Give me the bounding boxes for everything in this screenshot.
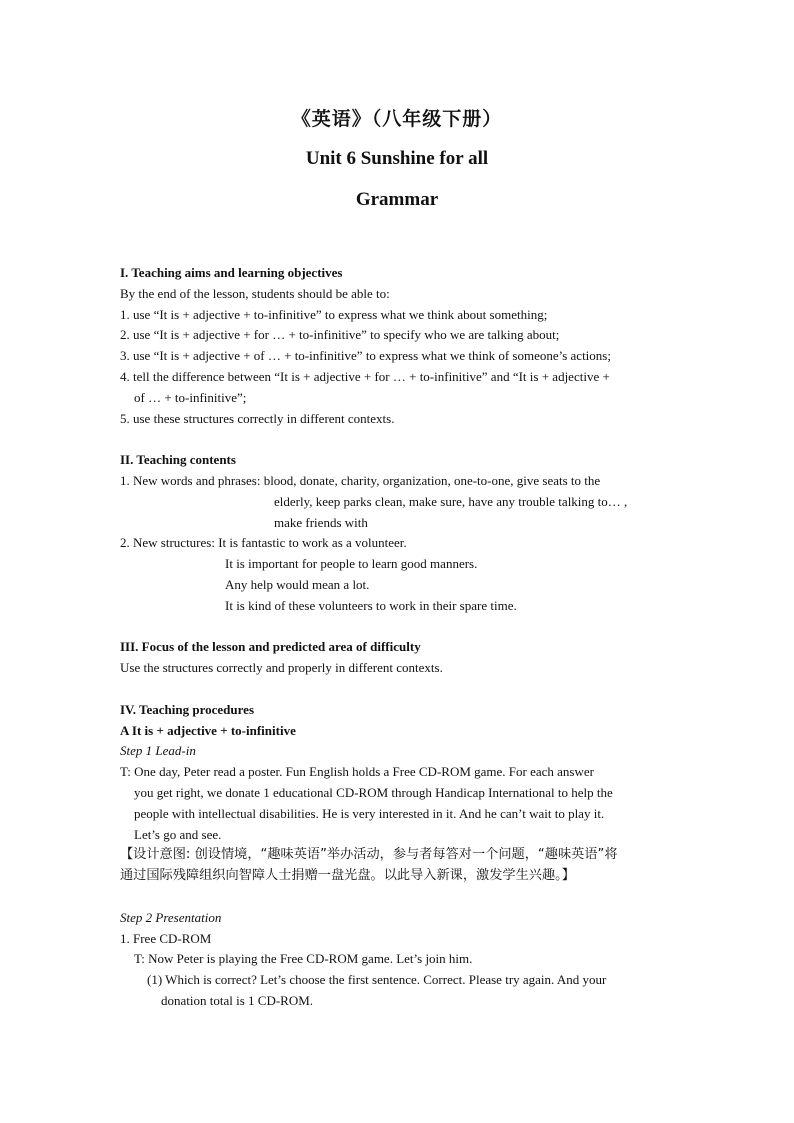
step-2-line-1: 1. Free CD-ROM [120, 930, 212, 946]
design-intent-line-2: 通过国际残障组织向智障人士捐赠一盘光盘。以此导入新课，激发学生兴趣。】 [120, 868, 575, 884]
step-1-line-2: you get right, we donate 1 educational CD-ROM through Handicap International to help the [134, 784, 613, 800]
document-title: 《英语》（八年级下册） [291, 108, 503, 130]
unit-title: Unit 6 Sunshine for all [305, 148, 489, 169]
step-2-line-4: donation total is 1 CD-ROM. [161, 992, 314, 1008]
aims-intro: By the end of the lesson, students should be able to: [120, 285, 390, 301]
step-1-line-4: Let’s go and see. [134, 826, 222, 842]
aim-item-2: 2. use “It is + adjective + for … + to-infinitive” to specify who we are talking about; [120, 327, 560, 343]
aim-item-4-cont: of … + to-infinitive”; [134, 389, 247, 405]
aim-item-5: 5. use these structures correctly in different contexts. [120, 410, 395, 426]
new-words-line-1: 1. New words and phrases: blood, donate, charity, organization, one-to-one, give seats to the [120, 472, 601, 488]
procedure-part-a: A It is + adjective + to-infinitive [120, 722, 296, 738]
section-heading-focus: III. Focus of the lesson and predicted area of difficulty [120, 639, 421, 655]
lesson-plan-body [120, 263, 680, 1012]
section-heading-contents: II. Teaching contents [120, 452, 236, 468]
new-words-line-3: make friends with [274, 514, 368, 530]
step-2-heading: Step 2 Presentation [120, 909, 222, 925]
new-structure-1: 2. New structures: It is fantastic to work as a volunteer. [120, 535, 407, 551]
lesson-topic: Grammar [355, 189, 439, 210]
step-1-line-1: T: One day, Peter read a poster. Fun English holds a Free CD-ROM game. For each answer [120, 764, 594, 780]
section-heading-aims: I. Teaching aims and learning objectives [120, 265, 343, 280]
section-heading-procedures: IV. Teaching procedures [120, 701, 255, 717]
focus-text: Use the structures correctly and properly in different contexts. [120, 660, 443, 676]
new-structure-2: It is important for people to learn good manners. [225, 556, 478, 572]
aim-item-3: 3. use “It is + adjective + of … + to-infinitive” to express what we think of someone’s actions; [120, 348, 611, 364]
step-1-heading: Step 1 Lead-in [120, 743, 196, 759]
design-intent-line-1: 【设计意图: 创设情境，“趣味英语”举办活动，参与者每答对一个问题，“趣味英语”将 [120, 847, 618, 863]
step-2-line-2: T: Now Peter is playing the Free CD-ROM game. Let’s join him. [134, 951, 473, 967]
step-2-line-3: (1) Which is correct? Let’s choose the first sentence. Correct. Please try again. And your [147, 972, 607, 988]
step-1-line-3: people with intellectual disabilities. He is very interested in it. And he can’t wait to play it. [134, 805, 605, 821]
aim-item-4: 4. tell the difference between “It is + adjective + for … + to-infinitive” and “It is + adjective + [120, 368, 610, 384]
new-structure-4: It is kind of these volunteers to work in their spare time. [225, 597, 517, 613]
aim-item-1: 1. use “It is + adjective + to-infinitive” to express what we think about something; [120, 306, 548, 322]
new-words-line-2: elderly, keep parks clean, make sure, have any trouble talking to… , [274, 493, 628, 509]
new-structure-3: Any help would mean a lot. [225, 576, 370, 592]
